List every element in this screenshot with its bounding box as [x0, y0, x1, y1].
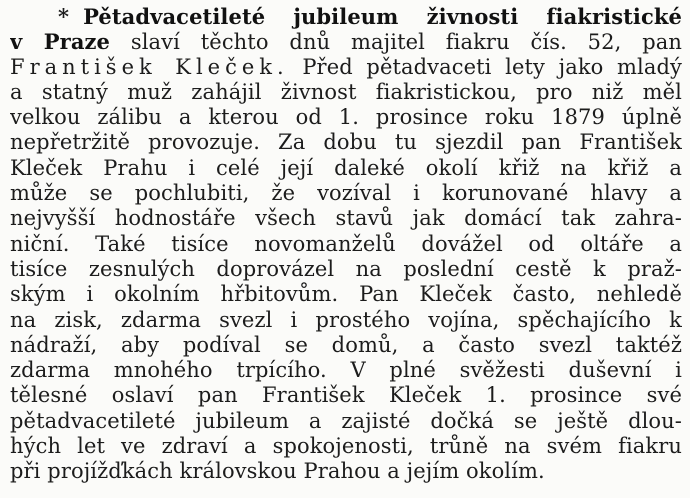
article-line-9: nejvyšší hodnostáře všech stavů jak domácí tak zahra-: [10, 206, 682, 231]
article-line-6: nepřetržitě provozuje. Za dobu tu sjezdil pan František: [10, 130, 682, 155]
article-line-12: ským i okolním hřbitovům. Pan Kleček často, nehledě: [10, 282, 682, 307]
article-line-13: na zisk, zdarma svezl i prostého vojína, spěchajícího k: [10, 307, 682, 332]
headline-line: [10, 4, 682, 29]
article-line-4: a statný muž zahájil živnost fiakristickou, pro niž měl: [10, 79, 682, 104]
article-line-8: může se pochlubiti, že vozíval i korunované hlavy a: [10, 181, 682, 206]
article-line-3-text: Před pětadvaceti lety jako mladý: [288, 54, 682, 79]
article-line-2-text: slaví těchto dnů majitel fiakru čís. 52, pan: [110, 30, 682, 55]
cut-off-next-article: [10, 486, 682, 498]
article-text: [10, 4, 682, 485]
article-line-19: při projížďkách královskou Prahou a jejím okolím.: [10, 459, 545, 484]
article-line-18: hých let ve zdraví a spokojenosti, trůně na svém fiakru: [10, 434, 682, 459]
person-name: František Kleček.: [10, 54, 289, 79]
headline-text: Pětadvacetileté jubileum živnosti fiakristické: [83, 4, 682, 29]
article-line-11: tisíce zesnulých doprovázel na poslední cestě k praž-: [10, 256, 682, 281]
article-line-7: Kleček Prahu i celé její daleké okolí křiž na křiž a: [10, 155, 682, 180]
asterisk-marker: *: [58, 4, 70, 29]
article-line-17: pětadvacetileté jubileum a zajisté dočká se ještě dlou-: [10, 408, 682, 433]
article-line-14: nádraží, aby podíval se domů, a často svezl taktéž: [10, 332, 682, 357]
article-line-15: zdarma mnohého trpícího. V plné svěžesti duševní i: [10, 358, 682, 383]
article-line-3: [10, 55, 682, 80]
article-line-5: velkou zálibu a kterou od 1. prosince roku 1879 úplně: [10, 105, 682, 130]
article-line-16: tělesné oslaví pan František Kleček 1. prosince své: [10, 383, 682, 408]
article-line-2: [10, 29, 682, 54]
headline-location: v Praze: [10, 29, 111, 55]
article-line-10: niční. Také tisíce novomanželů dovážel od oltáře a: [10, 231, 682, 256]
